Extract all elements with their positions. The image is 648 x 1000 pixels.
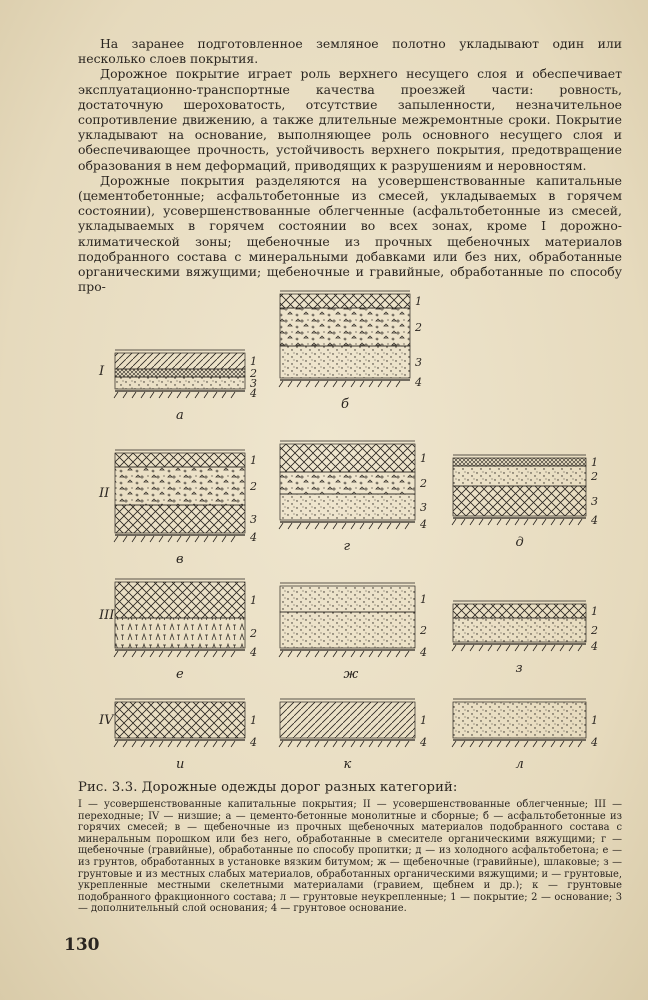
layer-number: 4 (420, 736, 427, 749)
ground-hatch (351, 381, 355, 387)
ground-hatch (279, 523, 283, 529)
ground-hatch (461, 645, 465, 651)
ground-hatch (231, 392, 235, 398)
layer-number: 3 (415, 356, 422, 369)
ground-hatch (470, 645, 474, 651)
ground-hatch (132, 536, 136, 542)
ground-hatch (231, 741, 235, 747)
layer-3 (115, 505, 245, 533)
ground-hatch (452, 741, 456, 747)
ground-hatch (369, 651, 373, 657)
figure-panels (98, 291, 598, 772)
ground-hatch (542, 645, 546, 651)
ground-hatch (177, 741, 181, 747)
ground-hatch (132, 392, 136, 398)
ground-hatch (306, 381, 310, 387)
ground-hatch (551, 519, 555, 525)
ground-hatch (150, 651, 154, 657)
ground-hatch (114, 651, 118, 657)
ground-hatch (396, 523, 400, 529)
layer-number: 4 (250, 736, 257, 749)
ground-hatch (342, 523, 346, 529)
ground-hatch (231, 536, 235, 542)
ground-hatch (279, 741, 283, 747)
ground-hatch (186, 741, 190, 747)
layer-2 (115, 618, 245, 648)
ground-hatch (123, 536, 127, 542)
ground-hatch (497, 519, 501, 525)
ground-hatch (150, 536, 154, 542)
ground-hatch (177, 392, 181, 398)
ground-hatch (497, 645, 501, 651)
ground-hatch (396, 381, 400, 387)
layer-number: 2 (591, 624, 598, 637)
ground-hatch (533, 519, 537, 525)
layer-2 (280, 472, 415, 494)
ground-hatch (177, 536, 181, 542)
ground-hatch (324, 381, 328, 387)
ground-hatch (479, 741, 483, 747)
ground-hatch (578, 741, 582, 747)
ground-hatch (452, 519, 456, 525)
ground-hatch (315, 523, 319, 529)
layer-number: 1 (420, 714, 427, 727)
ground-hatch (186, 536, 190, 542)
ground-hatch (360, 651, 364, 657)
ground-hatch (222, 741, 226, 747)
ground-hatch (506, 519, 510, 525)
ground-hatch (378, 651, 382, 657)
panel-label: г (343, 539, 351, 554)
layer-2 (453, 618, 586, 642)
layer-number: 4 (591, 640, 598, 653)
page-number: 130 (64, 935, 100, 955)
ground-hatch (542, 741, 546, 747)
layer-number: 3 (420, 501, 427, 514)
ground-hatch (351, 523, 355, 529)
ground-hatch (132, 741, 136, 747)
ground-hatch (168, 651, 172, 657)
ground-hatch (288, 651, 292, 657)
layer-2 (115, 369, 245, 377)
ground-hatch (405, 651, 409, 657)
layer-1 (280, 294, 410, 308)
panel-label: е (176, 667, 184, 682)
ground-hatch (114, 741, 118, 747)
ground-hatch (123, 651, 127, 657)
layer-2 (280, 308, 410, 346)
ground-hatch (315, 651, 319, 657)
ground-hatch (297, 381, 301, 387)
ground-hatch (333, 651, 337, 657)
ground-hatch (378, 523, 382, 529)
ground-hatch (279, 381, 283, 387)
row-label: I (99, 364, 105, 379)
ground-hatch (533, 645, 537, 651)
ground-hatch (569, 645, 573, 651)
layer-1 (115, 582, 245, 618)
ground-hatch (141, 536, 145, 542)
ground-hatch (479, 519, 483, 525)
ground-hatch (351, 741, 355, 747)
ground-hatch (569, 519, 573, 525)
ground-hatch (560, 519, 564, 525)
ground-hatch (186, 392, 190, 398)
ground-hatch (297, 741, 301, 747)
layer-number: 2 (250, 367, 257, 380)
ground-hatch (159, 536, 163, 542)
ground-hatch (369, 381, 373, 387)
ground-hatch (342, 741, 346, 747)
ground-hatch (159, 741, 163, 747)
ground-hatch (369, 523, 373, 529)
ground-hatch (578, 645, 582, 651)
layer-number: 3 (591, 495, 598, 508)
row-label: II (99, 486, 110, 501)
ground-hatch (396, 741, 400, 747)
ground-hatch (159, 651, 163, 657)
ground-hatch (333, 523, 337, 529)
layer-number: 4 (250, 387, 257, 400)
layer-2 (280, 612, 415, 648)
ground-hatch (506, 645, 510, 651)
ground-hatch (324, 741, 328, 747)
ground-hatch (324, 523, 328, 529)
layer-number: 4 (420, 518, 427, 531)
ground-hatch (515, 741, 519, 747)
ground-hatch (114, 536, 118, 542)
ground-hatch (560, 741, 564, 747)
ground-hatch (524, 645, 528, 651)
ground-hatch (231, 651, 235, 657)
ground-hatch (315, 381, 319, 387)
ground-hatch (378, 381, 382, 387)
ground-hatch (515, 645, 519, 651)
layer-2 (115, 467, 245, 505)
layer-number: 1 (420, 452, 427, 465)
layer-1 (453, 702, 586, 738)
layer-number: 1 (415, 295, 422, 308)
ground-hatch (360, 741, 364, 747)
ground-hatch (470, 741, 474, 747)
panel-label: и (176, 757, 185, 772)
ground-hatch (524, 741, 528, 747)
layer-1 (280, 586, 415, 612)
layer-1 (453, 458, 586, 466)
ground-hatch (195, 536, 199, 542)
ground-hatch (213, 392, 217, 398)
ground-hatch (279, 651, 283, 657)
ground-hatch (204, 741, 208, 747)
layer-number: 1 (591, 456, 598, 469)
ground-hatch (342, 651, 346, 657)
ground-hatch (177, 651, 181, 657)
layer-number: 4 (591, 514, 598, 527)
ground-hatch (288, 741, 292, 747)
layer-number: 4 (415, 376, 422, 389)
ground-hatch (405, 741, 409, 747)
figure-legend: I — усовершенствованные капитальные покрытия; II — усовершенствованные облегченные; III — переходные; IV — низшие; а — цементо-бетонные монолитные и сборные; б — асфальтобетонные из горячих смесей; в — щебеночные из прочных щебеночных материалов подобранного состава с минеральным порошком или без него, обработанные в смесителе органическими вяжущими; г — щебеночные (гравийные), обработанные по способу пропитки; д — из холодного асфальтобетона; е — из грунтов, обработанных в установке вязким битумом; ж — щебеночные (гравийные), шлаковые; з — грунтовые и из местных слабых материалов, обработанных органическими вяжущими; и — грунтовые, укрепленные местными скелетными материалами (гравием, щебнем и др.); к — грунтовые подобранного фракционного состава; л — грунтовые неукрепленные; 1 — покрытие; 2 — основание; 3 — дополнительный слой основания; 4 — грунтовое основание. (78, 799, 622, 915)
ground-hatch (222, 536, 226, 542)
row-label: III (99, 608, 115, 623)
ground-hatch (396, 651, 400, 657)
ground-hatch (141, 651, 145, 657)
ground-hatch (506, 741, 510, 747)
ground-hatch (150, 741, 154, 747)
ground-hatch (452, 645, 456, 651)
ground-hatch (306, 741, 310, 747)
ground-hatch (333, 741, 337, 747)
ground-hatch (168, 536, 172, 542)
road-pavement-figure (70, 282, 630, 772)
ground-hatch (186, 651, 190, 657)
ground-hatch (479, 645, 483, 651)
ground-hatch (515, 519, 519, 525)
ground-hatch (488, 741, 492, 747)
paragraph-2: Дорожное покрытие играет роль верхнего несущего слоя и обеспечивает эксплуатационно-транспортные качества проезжей части: ровность, достаточную шероховатость, отсутствие запыленности, незначительное сопротивление движению, а также длительные межремонтные сроки. Покрытие укладывают на основание, выполняющее роль основного несущего слоя и обеспечивающее прочность, устойчивость верхнего покрытия, предотвращение образования в нем деформаций, приводящих к разрушениям и неровностям. (78, 66, 622, 173)
layer-3 (115, 377, 245, 389)
layer-number: 4 (591, 736, 598, 749)
layer-1 (280, 444, 415, 472)
panel-label: б (341, 397, 349, 412)
ground-hatch (369, 741, 373, 747)
layer-number: 1 (250, 454, 257, 467)
ground-hatch (204, 536, 208, 542)
ground-hatch (360, 381, 364, 387)
layer-number: 1 (250, 594, 257, 607)
layer-number: 2 (415, 321, 422, 334)
ground-hatch (306, 651, 310, 657)
panel-label: д (515, 535, 524, 550)
layer-1 (280, 702, 415, 738)
ground-hatch (132, 651, 136, 657)
layer-1 (453, 604, 586, 618)
panel-label: з (515, 661, 523, 676)
layer-number: 2 (420, 477, 427, 490)
ground-hatch (488, 519, 492, 525)
layer-number: 1 (591, 714, 598, 727)
ground-hatch (195, 741, 199, 747)
layer-1 (115, 353, 245, 369)
ground-hatch (141, 741, 145, 747)
ground-hatch (533, 741, 537, 747)
ground-hatch (569, 741, 573, 747)
layer-number: 4 (420, 646, 427, 659)
layer-number: 1 (250, 714, 257, 727)
layer-number: 2 (591, 470, 598, 483)
panel-label: в (176, 552, 184, 567)
layer-number: 1 (250, 355, 257, 368)
layer-number: 2 (250, 627, 257, 640)
ground-hatch (360, 523, 364, 529)
ground-hatch (405, 523, 409, 529)
ground-hatch (288, 523, 292, 529)
ground-hatch (378, 741, 382, 747)
ground-hatch (123, 741, 127, 747)
paragraph-3: Дорожные покрытия разделяются на усовершенствованные капитальные (цементобетонные; асфальтобетонные из смесей, укладываемых в горячем состоянии), усовершенствованные облегченные (асфальтобетонные из смесей, укладываемых в горячем состоянии во всех зонах, кроме I дорожно-климатической зоны; щебеночные из прочных щебеночных материалов подобранного состава с минеральными добавками или без них, обработанные органическими вяжущими; щебеночные и гравийные, обработанные по способу про- (78, 172, 622, 295)
figure-caption-title: Рис. 3.3. Дорожные одежды дорог разных категорий: (78, 780, 458, 795)
ground-hatch (551, 645, 555, 651)
ground-hatch (524, 519, 528, 525)
ground-hatch (168, 741, 172, 747)
layer-number: 4 (250, 646, 257, 659)
row-label: IV (99, 713, 114, 728)
panel-label: а (176, 408, 184, 423)
ground-hatch (461, 741, 465, 747)
ground-hatch (315, 741, 319, 747)
ground-hatch (560, 645, 564, 651)
layer-number: 3 (250, 377, 257, 390)
ground-hatch (387, 381, 391, 387)
layer-number: 2 (250, 480, 257, 493)
ground-hatch (333, 381, 337, 387)
ground-hatch (470, 519, 474, 525)
ground-hatch (168, 392, 172, 398)
ground-hatch (387, 651, 391, 657)
panel-label: л (515, 757, 524, 772)
ground-hatch (306, 523, 310, 529)
layer-number: 3 (250, 513, 257, 526)
ground-hatch (297, 651, 301, 657)
panel-label: к (343, 757, 352, 772)
ground-hatch (213, 536, 217, 542)
layer-2 (453, 466, 586, 486)
ground-hatch (488, 645, 492, 651)
ground-hatch (342, 381, 346, 387)
ground-hatch (213, 741, 217, 747)
layer-1 (115, 453, 245, 467)
ground-hatch (297, 523, 301, 529)
ground-hatch (204, 392, 208, 398)
ground-hatch (123, 392, 127, 398)
layer-3 (280, 494, 415, 520)
ground-hatch (150, 392, 154, 398)
body-text (78, 36, 622, 294)
ground-hatch (195, 651, 199, 657)
ground-hatch (351, 651, 355, 657)
ground-hatch (551, 741, 555, 747)
ground-hatch (222, 651, 226, 657)
ground-hatch (387, 523, 391, 529)
ground-hatch (195, 392, 199, 398)
ground-hatch (461, 519, 465, 525)
layer-1 (115, 702, 245, 738)
panel-label: ж (343, 667, 359, 682)
ground-hatch (324, 651, 328, 657)
ground-hatch (497, 741, 501, 747)
ground-hatch (542, 519, 546, 525)
layer-number: 1 (420, 593, 427, 606)
ground-hatch (387, 741, 391, 747)
layer-3 (453, 486, 586, 516)
layer-3 (280, 346, 410, 378)
paragraph-1: На заранее подготовленное земляное полотно укладывают один или несколько слоев покрытия. (78, 36, 622, 67)
ground-hatch (222, 392, 226, 398)
ground-hatch (213, 651, 217, 657)
ground-hatch (159, 392, 163, 398)
ground-hatch (141, 392, 145, 398)
layer-number: 4 (250, 531, 257, 544)
ground-hatch (204, 651, 208, 657)
layer-number: 1 (591, 605, 598, 618)
ground-hatch (578, 519, 582, 525)
ground-hatch (114, 392, 118, 398)
layer-number: 2 (420, 624, 427, 637)
ground-hatch (288, 381, 292, 387)
